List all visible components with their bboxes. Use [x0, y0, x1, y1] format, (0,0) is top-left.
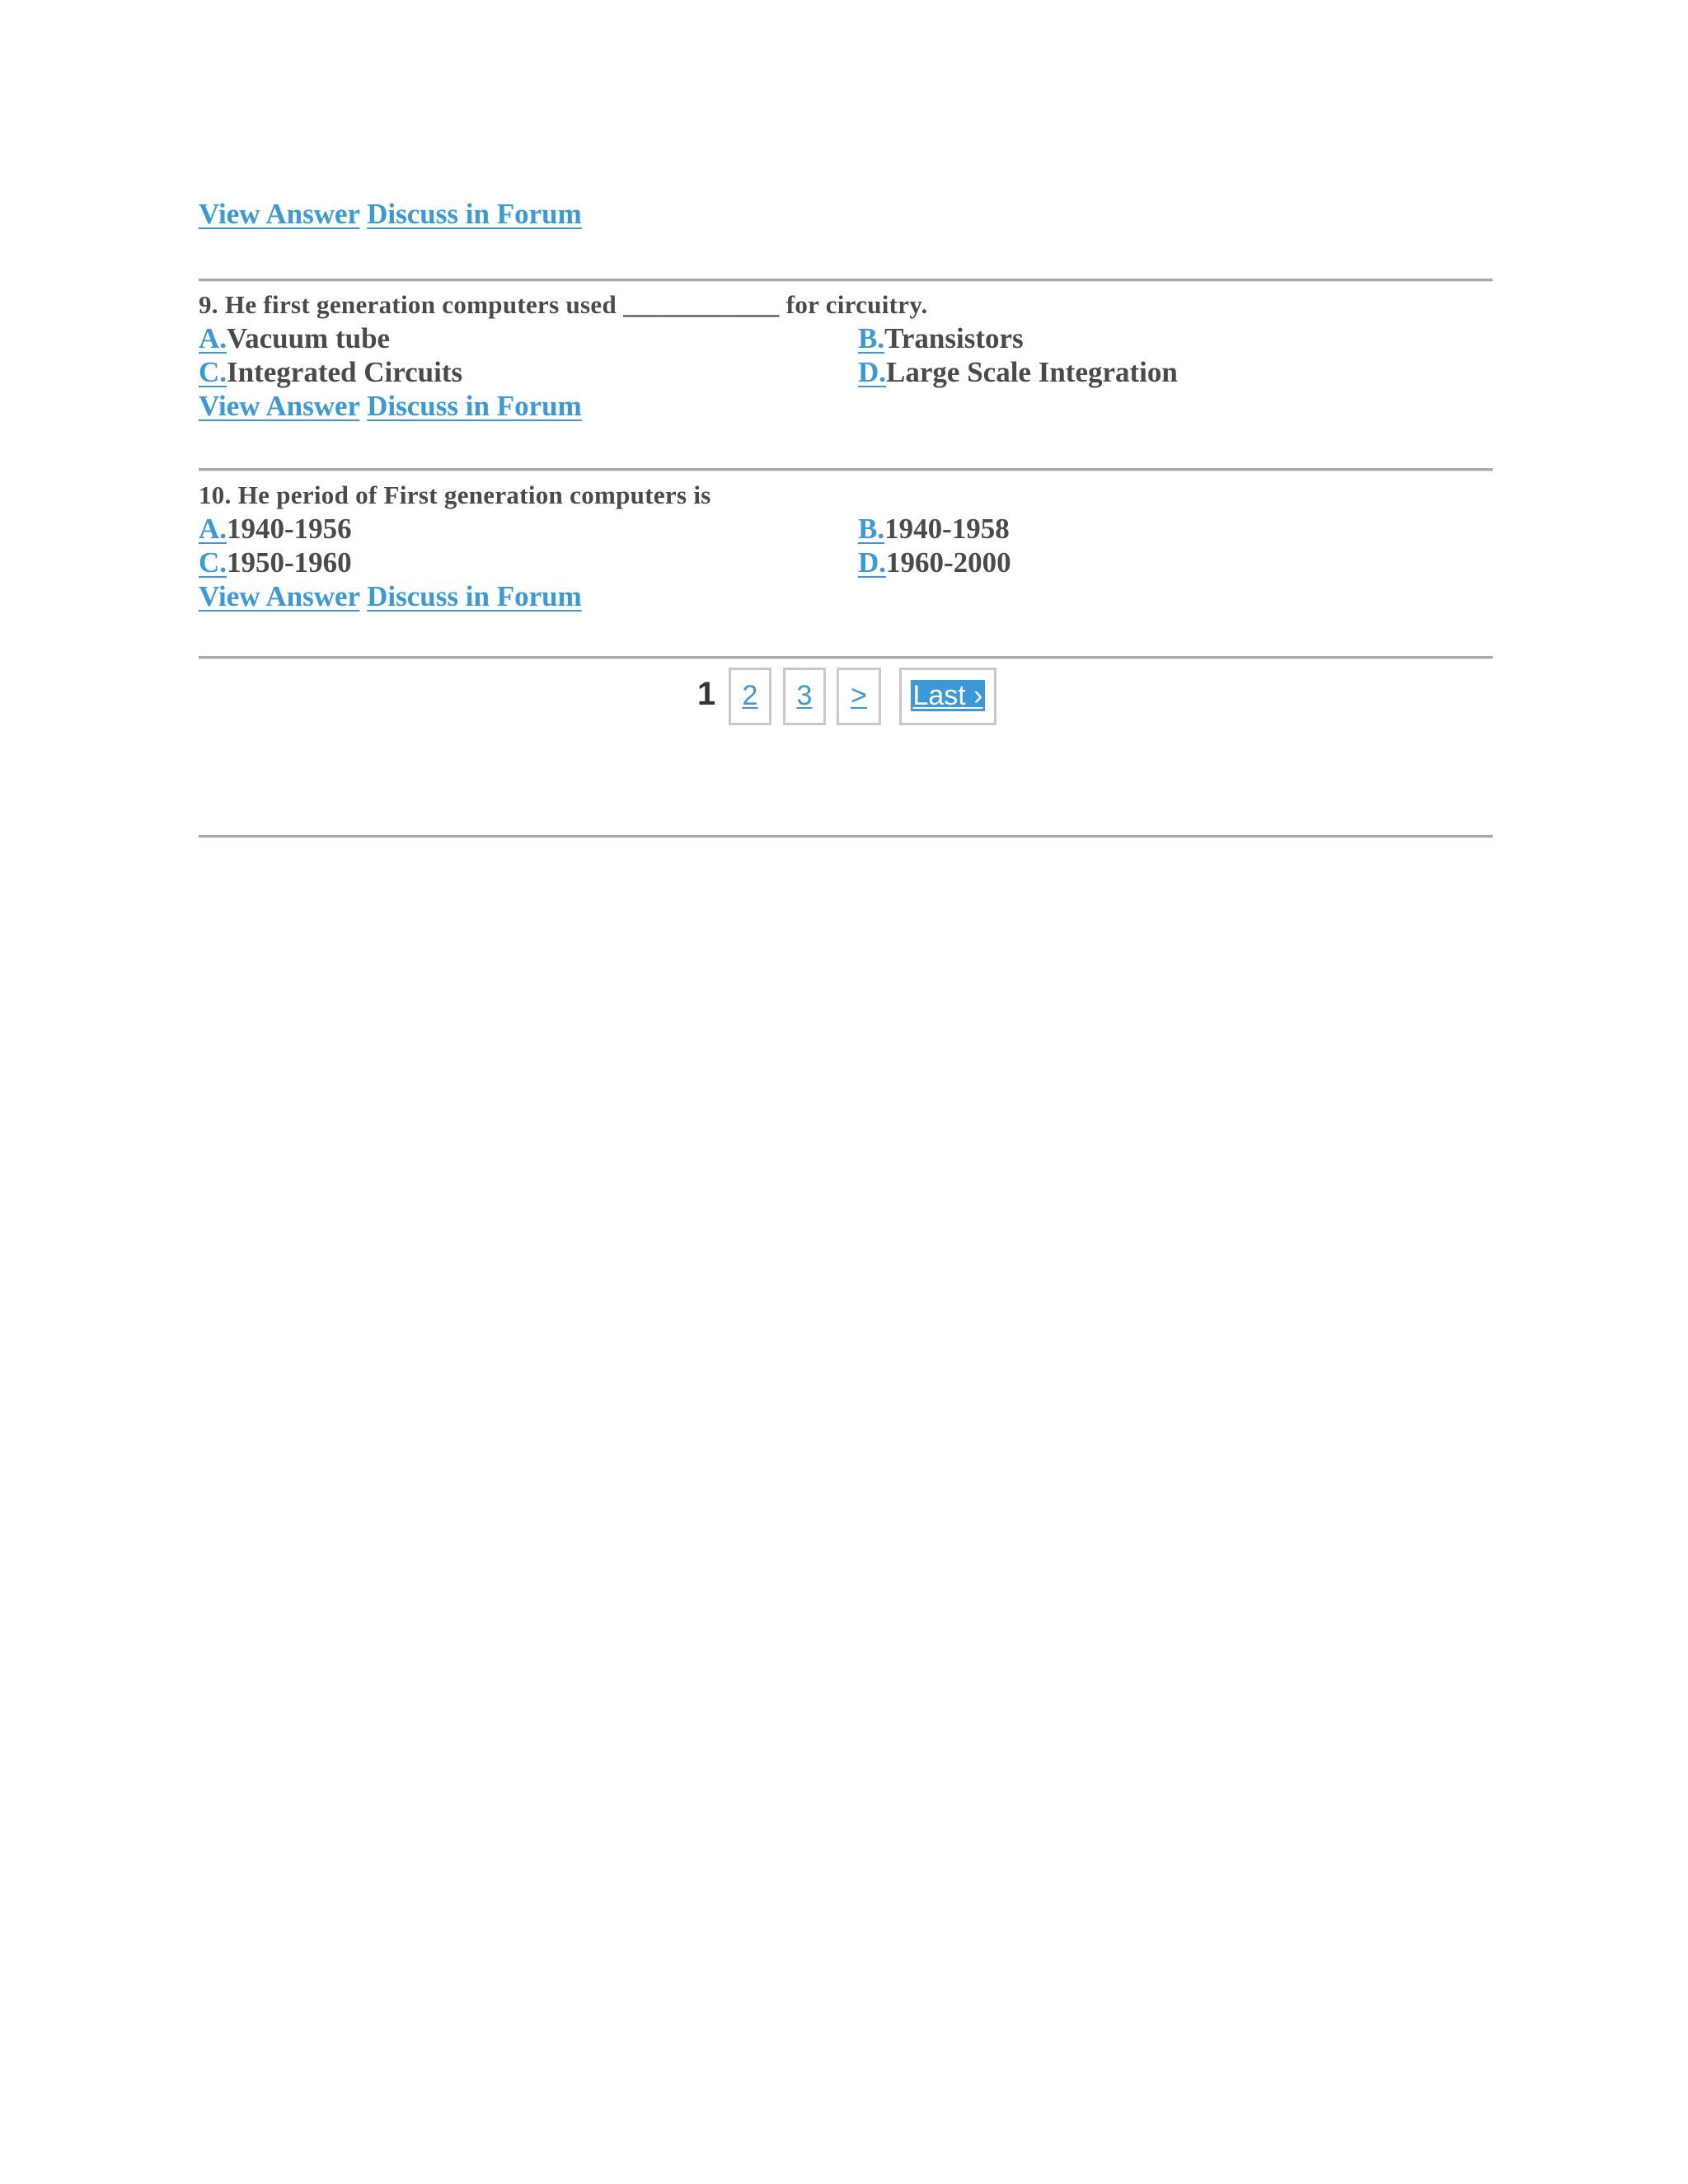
option-d-text: Large Scale Integration	[886, 356, 1178, 388]
question-10	[199, 479, 1493, 614]
option-d	[858, 355, 1493, 389]
options-grid	[199, 321, 1493, 389]
discuss-in-forum-link[interactable]: Discuss in Forum	[367, 580, 582, 612]
option-b-link[interactable]: B.	[858, 513, 885, 545]
option-c	[199, 546, 858, 579]
option-a-text: 1940-1956	[227, 513, 352, 545]
view-answer-link[interactable]: View Answer	[199, 390, 360, 422]
current-page: 1	[697, 676, 716, 712]
question-9	[199, 288, 1493, 424]
option-c	[199, 355, 858, 389]
page-3-label: 3	[796, 680, 813, 711]
option-c-link[interactable]: C.	[199, 356, 227, 388]
option-b-text: Transistors	[884, 322, 1024, 354]
option-d-link[interactable]: D.	[858, 356, 887, 388]
question-actions	[199, 389, 1493, 424]
option-d-link[interactable]: D.	[858, 546, 887, 579]
divider	[199, 279, 1493, 282]
pagination	[0, 668, 1688, 729]
page-2-button[interactable]	[729, 668, 771, 725]
question-actions	[199, 579, 1493, 614]
last-page-label: Last ›	[912, 680, 983, 711]
option-b-text: 1940-1958	[884, 513, 1010, 545]
question-text: 9. He first generation computers used ____________ for circuitry.	[199, 290, 928, 319]
view-answer-link[interactable]: View Answer	[199, 198, 360, 230]
option-a-link[interactable]: A.	[199, 513, 227, 545]
options-grid	[199, 512, 1493, 579]
option-a	[199, 321, 858, 355]
page-3-button[interactable]	[783, 668, 826, 725]
option-b	[858, 512, 1493, 546]
divider	[199, 835, 1493, 838]
option-b	[858, 321, 1493, 355]
divider	[199, 468, 1493, 471]
option-c-link[interactable]: C.	[199, 546, 227, 579]
option-a-text: Vacuum tube	[227, 322, 391, 354]
option-d-text: 1960-2000	[886, 546, 1011, 579]
next-page-button[interactable]	[837, 668, 881, 725]
option-b-link[interactable]: B.	[858, 322, 885, 354]
divider	[199, 656, 1493, 659]
discuss-in-forum-link[interactable]: Discuss in Forum	[367, 198, 582, 230]
option-c-text: 1950-1960	[227, 546, 352, 579]
last-page-button[interactable]	[899, 668, 996, 725]
option-a-link[interactable]: A.	[199, 322, 227, 354]
option-d	[858, 546, 1493, 579]
discuss-in-forum-link[interactable]: Discuss in Forum	[367, 390, 582, 422]
option-a	[199, 512, 858, 546]
next-page-label: >	[851, 680, 867, 711]
view-answer-link[interactable]: View Answer	[199, 580, 360, 612]
top-action-links	[199, 196, 582, 232]
question-text: 10. He period of First generation computers is	[199, 480, 711, 509]
page-2-label: 2	[742, 680, 758, 711]
option-c-text: Integrated Circuits	[227, 356, 463, 388]
